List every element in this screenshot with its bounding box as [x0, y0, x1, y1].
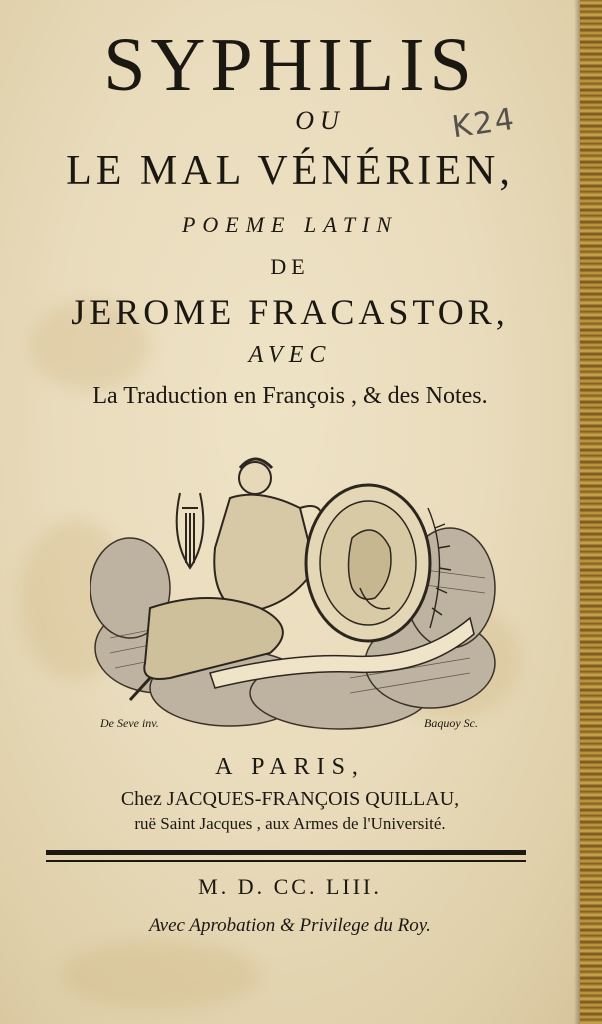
- privilege-statement: Avec Aprobation & Privilege du Roy.: [149, 915, 431, 936]
- title-connector-ou: OU: [295, 106, 345, 135]
- fracastor-portrait-medallion: [306, 485, 430, 641]
- translation-note: La Traduction en François , & des Notes.: [92, 383, 488, 409]
- imprint-publisher: Chez JACQUES-FRANÇOIS QUILLAU,: [120, 788, 460, 810]
- poem-type: POEME LATIN: [181, 212, 399, 237]
- preposition-de: DE: [270, 254, 310, 279]
- age-stain: [60, 940, 260, 1010]
- engraved-vignette-image: [90, 438, 500, 738]
- lyre-icon: [177, 493, 204, 568]
- double-rule-thick: [46, 850, 526, 855]
- connector-avec: AVEC: [248, 342, 332, 368]
- imprint-address: ruë Saint Jacques , aux Armes de l'Université.: [134, 814, 446, 833]
- author-name: JEROME FRACASTOR,: [71, 292, 509, 332]
- double-rule-thin: [46, 860, 526, 862]
- engraver-credit: Baquoy Sc.: [424, 716, 478, 730]
- imprint-city: A PARIS,: [215, 754, 365, 780]
- book-title: SYPHILIS: [103, 23, 477, 107]
- handwritten-shelfmark: K24: [449, 101, 518, 146]
- gilt-binding-edge: [580, 0, 602, 1024]
- artist-credit: De Seve inv.: [100, 716, 159, 730]
- publication-date: M. D. CC. LIII.: [198, 874, 382, 899]
- book-subtitle: LE MAL VÉNÉRIEN,: [66, 148, 514, 194]
